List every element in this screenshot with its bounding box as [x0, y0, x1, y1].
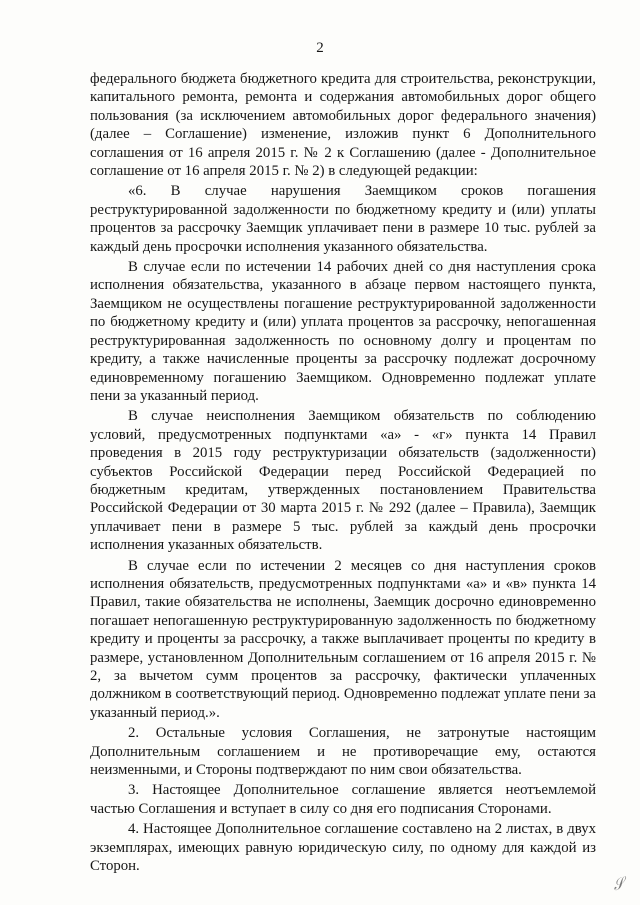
paragraph-clause-3: 3. Настоящее Дополнительное соглашение является неотъемлемой частью Соглашения и вступает в силу со дня его подписания Сторонами.	[90, 782, 596, 817]
paragraph-clause-2: 2. Остальные условия Соглашения, не затронутые настоящим Дополнительным соглашением и не противоречащие ему, остаются неизменными, и Стороны подтверждают по ним свои обязательства.	[90, 725, 596, 779]
page-number: 2	[316, 40, 324, 56]
document-body	[90, 70, 596, 877]
paragraph-continuation: федерального бюджета бюджетного кредита для строительства, реконструкции, капитального ремонта, ремонта и содержания автомобильных дорог общего пользования (за исключением автомобильных дорог федерального значения) (далее – Соглашение) изменение, изложив пункт 6 Дополнительного соглашения от 16 апреля 2015 г. № 2 к Соглашению (далее - Дополнительное соглашение от 16 апреля 2015 г. № 2) в следующей редакции:	[90, 71, 596, 180]
handwritten-mark: 𝒮	[610, 875, 627, 895]
paragraph-clause-4: 4. Настоящее Дополнительное соглашение составлено на 2 листах, в двух экземплярах, имеющих равную юридическую силу, по одному для каждой из Сторон.	[90, 821, 596, 875]
paragraph-two-months: В случае если по истечении 2 месяцев со дня наступления сроков исполнения обязательств, предусмотренных подпунктами «а» и «в» пункта 14 Правил, такие обязательства не исполнены, Заемщик досрочно единовременно погашает непогашенную реструктурированную задолженность по бюджетному кредиту и проценты за рассрочку, а также выплачивает проценты по кредиту в размере, установленном Дополнительным соглашением от 16 апреля 2015 г. № 2, за вычетом сумм процентов за рассрочку, фактически уплаченных должником в соответствующий период. Одновременно подлежат уплате пени за указанный период.».	[90, 557, 596, 721]
paragraph-clause-6: «6. В случае нарушения Заемщиком сроков погашения реструктурированной задолженности по бюджетному кредиту и (или) уплаты процентов за рассрочку Заемщик уплачивает пени в размере 10 тыс. рублей за каждый день просрочки исполнения указанного обязательства.	[90, 183, 596, 255]
paragraph-penalty-conditions: В случае неисполнения Заемщиком обязательств по соблюдению условий, предусмотренных подпунктами «а» - «г» пункта 14 Правил проведения в 2015 году реструктуризации обязательств (задолженности) субъектов Российской Федерации перед Российской Федерацией по бюджетным кредитам, утвержденных постановлением Правительства Российской Федерации от 30 марта 2015 г. № 292 (далее – Правила), Заемщик уплачивает пени в размере 5 тыс. рублей за каждый день просрочки исполнения указанных обязательств.	[90, 408, 596, 554]
paragraph-early-repayment: В случае если по истечении 14 рабочих дней со дня наступления срока исполнения обязательства, указанного в абзаце первом настоящего пункта, Заемщиком не осуществлены погашение реструктурированной задолженности по бюджетному кредиту и (или) уплата процентов за рассрочку, непогашенная реструктурированная задолженность по основному долгу и процентам по кредиту, а также начисленные проценты за рассрочку подлежат досрочному единовременному погашению Заемщиком. Одновременно подлежат уплате пени за указанный период.	[90, 259, 596, 404]
